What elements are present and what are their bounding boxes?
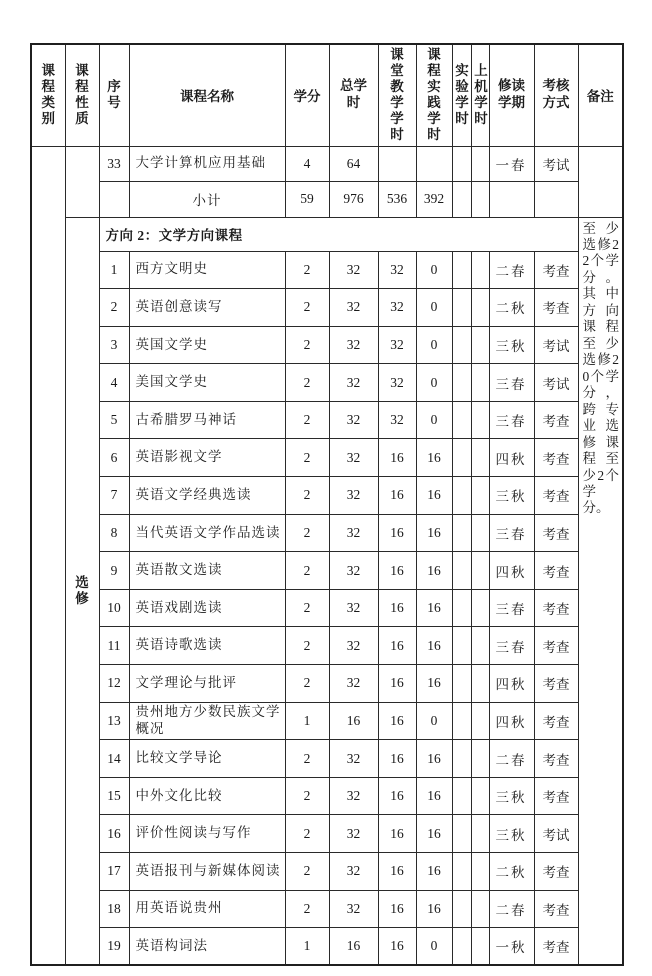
document-page [30, 43, 624, 966]
cell-course-name: 中外文化比较 [129, 777, 285, 815]
cell-semester: 二春 [489, 890, 534, 928]
cell-lab-hours [452, 777, 471, 815]
cell-classroom-hours: 16 [378, 777, 416, 815]
cell-credits: 4 [285, 146, 329, 181]
cell-credits: 2 [285, 401, 329, 439]
cell-classroom-hours: 16 [378, 514, 416, 552]
cell-practice-hours: 16 [416, 552, 452, 590]
cell-computer-hours [471, 477, 489, 515]
course-row [31, 146, 623, 181]
course-row [31, 665, 623, 703]
cell-assessment: 考查 [534, 890, 578, 928]
cell-total-hours: 16 [329, 702, 378, 740]
cell-classroom-hours: 16 [378, 627, 416, 665]
cell-course-name: 小计 [129, 181, 285, 217]
cell-course-name: 英语构词法 [129, 928, 285, 966]
cell-practice-hours: 0 [416, 364, 452, 402]
cell-lab-hours [452, 815, 471, 853]
cell-total-hours: 32 [329, 777, 378, 815]
header-category [31, 44, 65, 146]
header-lab-hours-label: 实验学时 [455, 63, 469, 127]
cell-course-name: 英语报刊与新媒体阅读 [129, 853, 285, 891]
cell-credits: 2 [285, 514, 329, 552]
course-row [31, 401, 623, 439]
cell-total-hours: 32 [329, 552, 378, 590]
cell-total-hours: 32 [329, 740, 378, 778]
course-row [31, 439, 623, 477]
cell-no: 15 [99, 777, 129, 815]
course-nature-cell-top [65, 146, 99, 217]
cell-no: 33 [99, 146, 129, 181]
cell-assessment: 考查 [534, 777, 578, 815]
cell-assessment: 考试 [534, 364, 578, 402]
course-row [31, 928, 623, 966]
header-computer-hours [471, 44, 489, 146]
cell-classroom-hours: 16 [378, 853, 416, 891]
cell-assessment: 考查 [534, 439, 578, 477]
cell-lab-hours [452, 740, 471, 778]
cell-no: 3 [99, 326, 129, 364]
cell-assessment: 考查 [534, 702, 578, 740]
cell-assessment: 考查 [534, 665, 578, 703]
cell-practice-hours: 0 [416, 702, 452, 740]
cell-assessment: 考查 [534, 289, 578, 327]
header-no-label: 序号 [107, 79, 121, 111]
cell-credits: 2 [285, 589, 329, 627]
header-semester [489, 44, 534, 146]
header-course-nature [65, 44, 99, 146]
cell-credits: 2 [285, 251, 329, 289]
course-row [31, 514, 623, 552]
cell-credits: 1 [285, 928, 329, 966]
header-course-nature-label: 课程性质 [75, 63, 89, 127]
cell-total-hours: 976 [329, 181, 378, 217]
cell-practice-hours: 16 [416, 589, 452, 627]
cell-credits: 2 [285, 665, 329, 703]
cell-total-hours: 32 [329, 251, 378, 289]
cell-computer-hours [471, 890, 489, 928]
cell-classroom-hours: 16 [378, 928, 416, 966]
cell-practice-hours: 16 [416, 477, 452, 515]
cell-practice-hours: 16 [416, 514, 452, 552]
cell-semester: 一秋 [489, 928, 534, 966]
cell-practice-hours: 16 [416, 815, 452, 853]
cell-course-name: 英语戏剧选读 [129, 589, 285, 627]
direction-title-cell: 方向 2：文学方向课程 [99, 217, 578, 251]
cell-no: 19 [99, 928, 129, 966]
cell-course-name: 比较文学导论 [129, 740, 285, 778]
cell-practice-hours: 16 [416, 665, 452, 703]
cell-credits: 2 [285, 740, 329, 778]
cell-semester [489, 181, 534, 217]
cell-total-hours: 32 [329, 853, 378, 891]
header-classroom-hours [378, 44, 416, 146]
cell-course-name: 美国文学史 [129, 364, 285, 402]
course-row [31, 815, 623, 853]
cell-classroom-hours: 536 [378, 181, 416, 217]
cell-credits: 2 [285, 552, 329, 590]
cell-no: 16 [99, 815, 129, 853]
cell-classroom-hours: 32 [378, 401, 416, 439]
course-row [31, 477, 623, 515]
course-nature-cell [65, 217, 99, 965]
course-row [31, 552, 623, 590]
cell-total-hours: 32 [329, 627, 378, 665]
cell-assessment: 考查 [534, 627, 578, 665]
course-row [31, 740, 623, 778]
cell-course-name: 大学计算机应用基础 [129, 146, 285, 181]
cell-credits: 2 [285, 890, 329, 928]
cell-computer-hours [471, 146, 489, 181]
cell-credits: 59 [285, 181, 329, 217]
cell-course-name: 用英语说贵州 [129, 890, 285, 928]
cell-practice-hours: 0 [416, 401, 452, 439]
cell-course-name: 英语诗歌选读 [129, 627, 285, 665]
cell-computer-hours [471, 552, 489, 590]
course-row [31, 289, 623, 327]
table-head [31, 44, 623, 146]
cell-credits: 2 [285, 477, 329, 515]
cell-semester: 三春 [489, 627, 534, 665]
cell-practice-hours: 16 [416, 740, 452, 778]
cell-total-hours: 32 [329, 665, 378, 703]
course-row [31, 326, 623, 364]
header-lab-hours [452, 44, 471, 146]
cell-semester: 二秋 [489, 853, 534, 891]
cell-course-name: 英语影视文学 [129, 439, 285, 477]
cell-total-hours: 32 [329, 439, 378, 477]
cell-semester: 三秋 [489, 815, 534, 853]
cell-computer-hours [471, 326, 489, 364]
cell-lab-hours [452, 181, 471, 217]
cell-computer-hours [471, 364, 489, 402]
cell-classroom-hours: 16 [378, 477, 416, 515]
header-practice-hours [416, 44, 452, 146]
cell-semester: 三秋 [489, 777, 534, 815]
cell-semester: 四秋 [489, 702, 534, 740]
cell-no: 17 [99, 853, 129, 891]
cell-no: 14 [99, 740, 129, 778]
cell-semester: 四秋 [489, 552, 534, 590]
cell-total-hours: 32 [329, 326, 378, 364]
cell-semester: 二春 [489, 251, 534, 289]
cell-lab-hours [452, 665, 471, 703]
cell-semester: 四秋 [489, 439, 534, 477]
cell-semester: 三秋 [489, 477, 534, 515]
cell-credits: 2 [285, 627, 329, 665]
cell-practice-hours [416, 146, 452, 181]
cell-practice-hours: 392 [416, 181, 452, 217]
cell-credits: 2 [285, 439, 329, 477]
cell-lab-hours [452, 364, 471, 402]
cell-assessment: 考查 [534, 477, 578, 515]
cell-total-hours: 32 [329, 589, 378, 627]
cell-classroom-hours [378, 146, 416, 181]
cell-computer-hours [471, 853, 489, 891]
cell-assessment: 考查 [534, 514, 578, 552]
cell-no: 2 [99, 289, 129, 327]
cell-course-name: 西方文明史 [129, 251, 285, 289]
cell-practice-hours: 0 [416, 326, 452, 364]
category-cell [31, 146, 65, 965]
cell-classroom-hours: 32 [378, 364, 416, 402]
cell-computer-hours [471, 401, 489, 439]
header-assessment [534, 44, 578, 146]
cell-computer-hours [471, 815, 489, 853]
cell-classroom-hours: 16 [378, 552, 416, 590]
cell-semester: 四秋 [489, 665, 534, 703]
cell-practice-hours: 0 [416, 928, 452, 966]
cell-total-hours: 16 [329, 928, 378, 966]
cell-no: 18 [99, 890, 129, 928]
cell-no: 10 [99, 589, 129, 627]
header-no [99, 44, 129, 146]
cell-semester: 三春 [489, 401, 534, 439]
cell-computer-hours [471, 589, 489, 627]
cell-total-hours: 32 [329, 401, 378, 439]
cell-classroom-hours: 32 [378, 326, 416, 364]
cell-lab-hours [452, 627, 471, 665]
cell-no: 13 [99, 702, 129, 740]
cell-course-name: 英语创意读写 [129, 289, 285, 327]
cell-total-hours: 32 [329, 289, 378, 327]
cell-practice-hours: 0 [416, 251, 452, 289]
cell-lab-hours [452, 702, 471, 740]
header-total-hours-label: 总学时 [340, 78, 367, 111]
table-body [31, 146, 623, 965]
cell-credits: 1 [285, 702, 329, 740]
cell-classroom-hours: 16 [378, 815, 416, 853]
cell-classroom-hours: 16 [378, 589, 416, 627]
cell-assessment: 考查 [534, 401, 578, 439]
cell-lab-hours [452, 401, 471, 439]
cell-assessment: 考查 [534, 552, 578, 590]
cell-computer-hours [471, 740, 489, 778]
cell-computer-hours [471, 777, 489, 815]
course-nature-cell-label: 选修 [75, 574, 89, 606]
cell-lab-hours [452, 589, 471, 627]
cell-assessment: 考查 [534, 928, 578, 966]
cell-assessment: 考试 [534, 326, 578, 364]
cell-semester: 三秋 [489, 326, 534, 364]
cell-semester: 三春 [489, 514, 534, 552]
cell-course-name: 英语散文选读 [129, 552, 285, 590]
cell-lab-hours [452, 289, 471, 327]
cell-total-hours: 64 [329, 146, 378, 181]
course-row [31, 777, 623, 815]
cell-classroom-hours: 16 [378, 702, 416, 740]
cell-classroom-hours: 16 [378, 740, 416, 778]
cell-lab-hours [452, 514, 471, 552]
remark-cell-top [578, 146, 623, 217]
course-row [31, 627, 623, 665]
course-row [31, 589, 623, 627]
cell-semester: 三春 [489, 589, 534, 627]
course-row [31, 702, 623, 740]
cell-semester: 二春 [489, 740, 534, 778]
cell-practice-hours: 16 [416, 439, 452, 477]
cell-total-hours: 32 [329, 815, 378, 853]
cell-no: 8 [99, 514, 129, 552]
cell-no: 12 [99, 665, 129, 703]
cell-credits: 2 [285, 326, 329, 364]
cell-practice-hours: 16 [416, 777, 452, 815]
cell-classroom-hours: 32 [378, 251, 416, 289]
cell-lab-hours [452, 146, 471, 181]
cell-course-name: 文学理论与批评 [129, 665, 285, 703]
cell-no: 11 [99, 627, 129, 665]
cell-no: 9 [99, 552, 129, 590]
cell-practice-hours: 16 [416, 627, 452, 665]
header-computer-hours-label: 上机学时 [474, 63, 488, 127]
cell-no: 4 [99, 364, 129, 402]
cell-no [99, 181, 129, 217]
cell-lab-hours [452, 853, 471, 891]
cell-assessment: 考查 [534, 740, 578, 778]
cell-lab-hours [452, 552, 471, 590]
cell-course-name: 英国文学史 [129, 326, 285, 364]
cell-computer-hours [471, 702, 489, 740]
cell-lab-hours [452, 890, 471, 928]
cell-lab-hours [452, 928, 471, 966]
cell-credits: 2 [285, 815, 329, 853]
cell-assessment: 考试 [534, 146, 578, 181]
cell-no: 7 [99, 477, 129, 515]
cell-classroom-hours: 16 [378, 890, 416, 928]
subtotal-row [31, 181, 623, 217]
cell-credits: 2 [285, 777, 329, 815]
cell-total-hours: 32 [329, 514, 378, 552]
cell-course-name: 当代英语文学作品选读 [129, 514, 285, 552]
cell-total-hours: 32 [329, 477, 378, 515]
header-total-hours [329, 44, 378, 146]
course-row [31, 251, 623, 289]
direction-title-row [31, 217, 623, 251]
cell-computer-hours [471, 928, 489, 966]
cell-assessment: 考查 [534, 589, 578, 627]
header-credits: 学分 [285, 44, 329, 146]
cell-total-hours: 32 [329, 890, 378, 928]
cell-semester: 二秋 [489, 289, 534, 327]
cell-assessment: 考试 [534, 815, 578, 853]
cell-computer-hours [471, 514, 489, 552]
header-classroom-hours-label: 课堂教学学时 [390, 47, 404, 143]
course-row [31, 853, 623, 891]
cell-course-name: 古希腊罗马神话 [129, 401, 285, 439]
cell-credits: 2 [285, 364, 329, 402]
cell-computer-hours [471, 665, 489, 703]
cell-assessment: 考查 [534, 853, 578, 891]
curriculum-table [30, 43, 624, 966]
cell-computer-hours [471, 439, 489, 477]
cell-computer-hours [471, 181, 489, 217]
cell-computer-hours [471, 289, 489, 327]
cell-lab-hours [452, 251, 471, 289]
cell-no: 1 [99, 251, 129, 289]
cell-practice-hours: 0 [416, 289, 452, 327]
cell-classroom-hours: 32 [378, 289, 416, 327]
cell-semester: 一春 [489, 146, 534, 181]
header-remark: 备注 [578, 44, 623, 146]
cell-assessment [534, 181, 578, 217]
cell-classroom-hours: 16 [378, 439, 416, 477]
cell-credits: 2 [285, 289, 329, 327]
cell-lab-hours [452, 477, 471, 515]
course-row [31, 364, 623, 402]
header-semester-label: 修读学期 [498, 78, 525, 111]
cell-assessment: 考查 [534, 251, 578, 289]
cell-credits: 2 [285, 853, 329, 891]
cell-lab-hours [452, 326, 471, 364]
cell-course-name: 英语文学经典选读 [129, 477, 285, 515]
cell-practice-hours: 16 [416, 890, 452, 928]
cell-no: 5 [99, 401, 129, 439]
cell-classroom-hours: 16 [378, 665, 416, 703]
cell-lab-hours [452, 439, 471, 477]
cell-total-hours: 32 [329, 364, 378, 402]
cell-course-name: 贵州地方少数民族文学概况 [129, 702, 285, 740]
cell-computer-hours [471, 251, 489, 289]
header-assessment-label: 考核方式 [542, 78, 570, 111]
table-header-row [31, 44, 623, 146]
cell-course-name: 评价性阅读与写作 [129, 815, 285, 853]
course-row [31, 890, 623, 928]
remark-cell: 至少选修22个学分。其中方向课程至少选修20个学分，跨专业选修课程至少2个学分。 [578, 217, 623, 965]
header-category-label: 课程类别 [41, 63, 55, 127]
cell-semester: 三春 [489, 364, 534, 402]
cell-computer-hours [471, 627, 489, 665]
header-practice-hours-label: 课程实践学时 [427, 47, 441, 143]
header-course-name: 课程名称 [129, 44, 285, 146]
cell-practice-hours: 16 [416, 853, 452, 891]
cell-no: 6 [99, 439, 129, 477]
